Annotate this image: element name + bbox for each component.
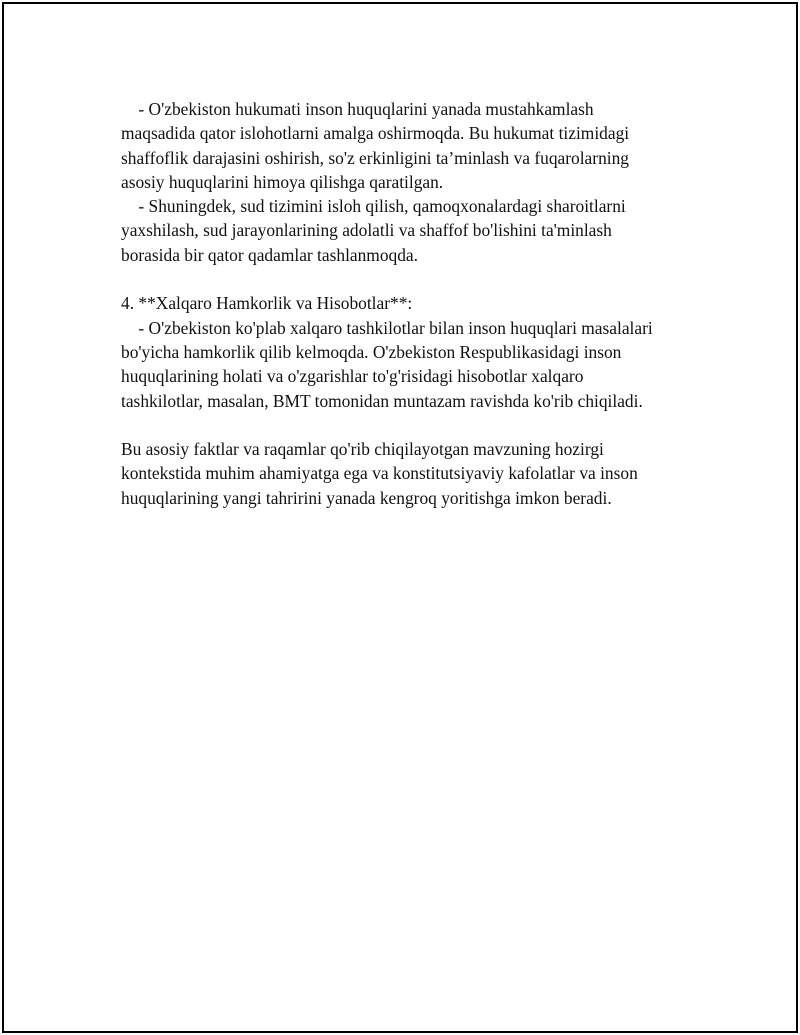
paragraph-gap (121, 413, 721, 437)
page-frame (2, 2, 798, 1033)
text-line: bo'yicha hamkorlik qilib kelmoqda. O'zbekiston Respublikasidagi inson (121, 341, 622, 362)
conclusion-paragraph (121, 437, 721, 510)
text-line: - O'zbekiston hukumati inson huquqlarini yanada mustahkamlash (121, 99, 594, 119)
text-line: - Shuningdek, sud tizimini isloh qilish, qamoqxonalardagi sharoitlarni (121, 196, 626, 217)
text-line: huquqlarining holati va o'zgarishlar to'g'risidagi hisobotlar xalqaro (121, 366, 584, 387)
text-line: yaxshilash, sud jarayonlarining adolatli va shaffof bo'lishini ta'minlash (121, 220, 612, 241)
text-line: borasida bir qator qadamlar tashlanmoqda. (121, 244, 418, 265)
document-body (121, 97, 721, 510)
text-line: Bu asosiy faktlar va raqamlar qo'rib chiqilayotgan mavzuning hozirgi (121, 439, 604, 460)
section-3-bullet-2 (121, 194, 721, 267)
text-line: tashkilotlar, masalan, BMT tomonidan muntazam ravishda ko'rib chiqiladi. (121, 390, 643, 411)
paragraph-gap (121, 267, 721, 291)
text-line: kontekstida muhim ahamiyatga ega va konstitutsiyaviy kafolatlar va inson (121, 463, 638, 484)
text-line: shaffoflik darajasini oshirish, so'z erkinligini ta’minlash va fuqarolarning (121, 147, 629, 168)
section-heading: 4. **Xalqaro Hamkorlik va Hisobotlar**: (121, 293, 413, 314)
text-line: - O'zbekiston ko'plab xalqaro tashkilotlar bilan inson huquqlari masalalari (121, 317, 653, 338)
text-line: maqsadida qator islohotlarni amalga oshirmoqda. Bu hukumat tizimidagi (121, 123, 630, 144)
text-line: asosiy huquqlarini himoya qilishga qaratilgan. (121, 171, 444, 192)
section-4 (121, 291, 721, 412)
text-line: huquqlarining yangi tahririni yanada kengroq yoritishga imkon beradi. (121, 487, 612, 508)
section-3-bullet-1 (121, 97, 721, 194)
